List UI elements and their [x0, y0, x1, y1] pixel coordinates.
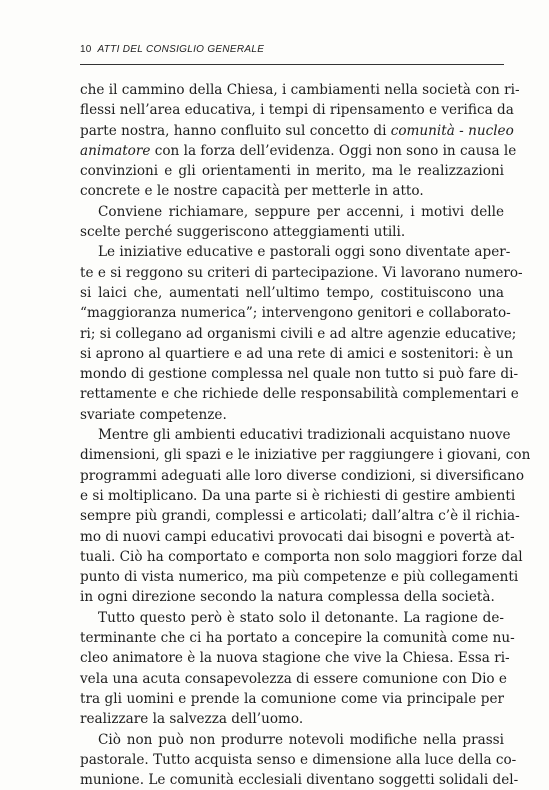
- text-line: Conviene richiamare, seppure per accenni, i motivi delle: [98, 203, 504, 220]
- text-line: Ciò non può non produrre notevoli modifiche nella prassi: [98, 731, 504, 748]
- text-line: Mentre gli ambienti educativi tradizionali acquistano nuove: [98, 427, 511, 444]
- text-line: realizzare la salvezza dell’uomo.: [80, 711, 304, 728]
- text-line: che il cammino della Chiesa, i cambiamenti nella società con ri-: [80, 82, 520, 98]
- text-line: terminante che ci ha portato a concepire la comunità come nu-: [80, 630, 515, 647]
- text-line: Le iniziative educative e pastorali oggi sono diventate aper-: [98, 244, 511, 261]
- italic-term: comunità - nucleo: [390, 122, 514, 139]
- body-text: [80, 80, 531, 790]
- text-line: si laici che, aumentati nell’ultimo tempo, costituiscono una: [80, 284, 504, 301]
- text-line: Tutto questo però è stato solo il detonante. La ragione de-: [98, 609, 504, 626]
- text-line: ri; si collegano ad organismi civili e ad altre agenzie educative;: [80, 325, 517, 342]
- text-line: cleo animatore è la nuova stagione che vive la Chiesa. Essa ri-: [80, 650, 510, 667]
- text-line: concrete e le nostre capacità per metterle in atto.: [80, 183, 424, 200]
- text-line: dimensioni, gli spazi e le iniziative per raggiungere i giovani, con: [80, 447, 531, 464]
- text-line: svariate competenze.: [80, 406, 227, 423]
- text-line: te e si reggono su criteri di partecipazione. Vi lavorano numero-: [80, 264, 523, 281]
- text-line: flessi nell’area educativa, i tempi di ripensamento e verifica da: [80, 102, 514, 119]
- text-line: vela una acuta consapevolezza di essere comunione con Dio e: [80, 670, 507, 687]
- text-line-segment: con la forza dell’evidenza. Oggi non sono in causa le: [150, 142, 517, 159]
- text-line: sempre più grandi, complessi e articolati; dall’altra c’è il richia-: [80, 508, 520, 525]
- text-line: programmi adeguati alle loro diverse condizioni, si diversificano: [80, 467, 525, 484]
- text-line: tuali. Ciò ha comportato e comporta non solo maggiori forze dal: [80, 548, 523, 565]
- text-line: in ogni direzione secondo la natura complessa della società.: [80, 589, 495, 606]
- text-line-segment: parte nostra, hanno confluito sul concetto di: [80, 122, 391, 139]
- text-line: si aprono al quartiere e ad una rete di amici e sostenitori: è un: [80, 345, 514, 362]
- text-line: punto di vista numerico, ma più competenze e più collegamenti: [80, 569, 519, 586]
- text-line: “maggioranza numerica”; intervengono genitori e collaborato-: [80, 305, 511, 322]
- text-line: pastorale. Tutto acquista senso e dimensione alla luce della co-: [80, 751, 517, 768]
- running-title: ATTI DEL CONSIGLIO GENERALE: [97, 44, 265, 55]
- text-line: e si moltiplicano. Da una parte si è richiesti di gestire ambienti: [80, 487, 516, 504]
- text-line: rettamente e che richiede delle responsabilità complementari e: [80, 386, 519, 403]
- text-line: munione. Le comunità ecclesiali diventano soggetti solidali del-: [80, 772, 519, 789]
- text-line-with-italic: [80, 141, 517, 161]
- page-number: 10: [80, 44, 92, 55]
- text-line: mo di nuovi campi educativi provocati dai bisogni e povertà at-: [80, 528, 515, 545]
- italic-term: animatore: [80, 142, 151, 159]
- text-line: convinzioni e gli orientamenti in merito, ma le realizzazioni: [80, 163, 504, 180]
- running-header: [80, 44, 504, 65]
- text-line-with-italic: [80, 121, 514, 141]
- text-line: scelte perché suggeriscono atteggiamenti utili.: [80, 224, 406, 241]
- text-line: mondo di gestione complessa nel quale non tutto si può fare di-: [80, 366, 519, 383]
- text-line: tra gli uomini e prende la comunione come via principale per: [80, 690, 504, 707]
